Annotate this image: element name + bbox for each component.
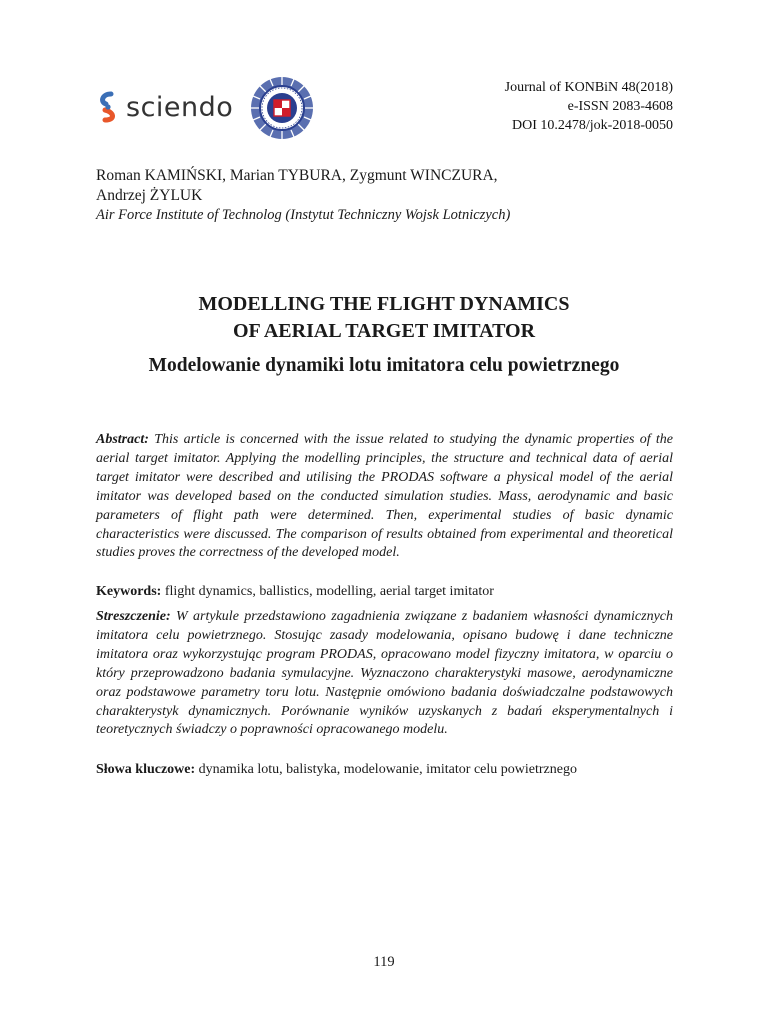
institute-seal-icon (250, 76, 314, 140)
journal-info (505, 78, 673, 135)
streszczenie-text: W artykule przedstawiono zagadnienia związane z badaniem własności dynamicznych imitatora celu powietrznego. Stosując zasady modelowania, opisano budowę i dane techniczne imitatora oraz wykorzystując program PRODAS, opracowano model fizyczny imitatora, w oparciu o który przeprowadzono badania symulacyjne. Wyznaczono charakterystyki masowe, aerodynamiczne oraz podstawowe parametry toru lotu. Następnie omówiono badania doświadczalne podstawowych charakterystyk dynamicznych. Porównanie wyników uzyskanych z badań eksperymentalnych i teoretycznych świadczy o poprawności opracowanego modelu. (96, 609, 674, 738)
publisher-name: sciendo (126, 91, 234, 123)
slowa-kluczowe-label: Słowa kluczowe: (96, 762, 196, 777)
abstract-label: Abstract: (96, 432, 149, 447)
authors-line-1: Roman KAMIŃSKI, Marian TYBURA, Zygmunt WINCZURA, (96, 167, 498, 184)
title-en (0, 291, 768, 345)
keywords (96, 583, 673, 602)
slowa-kluczowe-text: dynamika lotu, balistyka, modelowanie, imitator celu powietrznego (198, 762, 577, 777)
abstract (96, 431, 673, 563)
abstract-text: This article is concerned with the issue related to studying the dynamic properties of the aerial target imitator. Applying the modelling principles, the structure and technical data of aerial target imitator were described and utilising the PRODAS software a physical model of the aerial imitator was developed based on the conducted simulation studies. Mass, aerodynamic and basic parameters of flight path were determined. Then, experimental studies of basic dynamic characteristics were discussed. The comparison of results obtained from experimental and theoretical studies proves the correctness of the developed model. (96, 432, 674, 561)
streszczenie-label: Streszczenie: (96, 609, 171, 624)
sciendo-logo (96, 90, 233, 124)
keywords-text: flight dynamics, ballistics, modelling, aerial target imitator (164, 584, 494, 599)
journal-eissn: e-ISSN 2083-4608 (567, 99, 673, 114)
title-en-line-1: MODELLING THE FLIGHT DYNAMICS (198, 293, 570, 315)
keywords-label: Keywords: (96, 584, 162, 599)
sciendo-logo-icon (96, 90, 120, 124)
journal-doi: DOI 10.2478/jok-2018-0050 (512, 118, 673, 133)
title-pl: Modelowanie dynamiki lotu imitatora celu powietrznego (148, 355, 620, 376)
title-block (0, 291, 768, 379)
page-number: 119 (373, 954, 395, 970)
affiliation: Air Force Institute of Technolog (Instytut Techniczny Wojsk Lotniczych) (96, 207, 511, 223)
authors-line-2: Andrzej ŻYLUK (96, 187, 203, 204)
slowa-kluczowe (96, 761, 673, 780)
streszczenie (96, 608, 673, 740)
title-en-line-2: OF AERIAL TARGET IMITATOR (232, 320, 536, 342)
journal-name: Journal of KONBiN 48(2018) (504, 80, 673, 95)
authors (96, 166, 696, 206)
